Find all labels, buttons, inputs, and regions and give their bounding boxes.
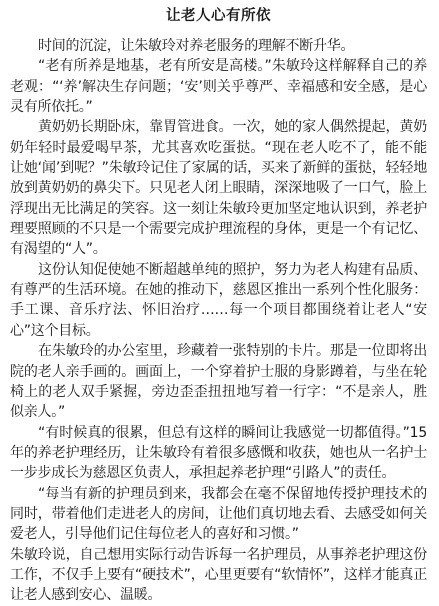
paragraph-5: 在朱敏玲的办公室里，珍藏着一张特别的卡片。那是一位即将出院的老人亲手画的。画面上，一个穿着护士服的身影蹲着，与坐在轮椅上的老人双手紧握，旁边歪歪扭扭地写着一行字：“不是亲人，胜似亲人。” [10,343,427,421]
paragraph-1: 时间的沉淀，让朱敏玲对养老服务的理解不断升华。 [38,38,355,54]
paragraph-2: “老有所养是地基，老有所安是高楼。”朱敏玲这样解释自己的养老观：“‘养’解决生存问题；‘安’则关乎尊严、幸福感和安全感，是心灵有所依托。” [10,58,427,116]
paragraph-7: “每当有新的护理员到来，我都会在毫不保留地传授护理技术的同时，带着他们走进老人的房间，让他们真切地去看、去感受如何关爱老人，引导他们记住每位老人的喜好和习惯。” [10,485,427,543]
article-title: 让老人心有所依 [166,8,271,24]
paragraph-8: 朱敏玲说，自己想用实际行动告诉每一名护理员，从事养老护理这份工作，不仅手上要有“硬技术”，心里更要有“软情怀”，这样才能真正让老人感到安心、温暖。 [10,546,427,604]
paragraph-3: 黄奶奶长期卧床，靠胃管进食。一次，她的家人偶然提起，黄奶奶年轻时最爱喝早茶，尤其喜欢吃蛋挞。“现在老人吃不了，能不能让她‘闻’到呢？”朱敏玲记住了家属的话，买来了新鲜的蛋挞，轻轻地放到黄奶奶的鼻尖下。只见老人闭上眼睛，深深地吸了一口气，脸上浮现出无比满足的笑容。这一刻让朱敏玲更加坚定地认识到，养老护理要照顾的不只是一个需要完成护理流程的身体，更是一个有记忆、有渴望的“人”。 [10,119,427,258]
paragraph-6: “有时候真的很累，但总有这样的瞬间让我感觉一切都值得。”15年的养老护理经历，让朱敏玲有着很多感慨和收获，她也从一名护士一步步成长为慈恩区负责人，承担起养老护理“引路人”的责任。 [10,424,427,482]
paragraph-4: 这份认知促使她不断超越单纯的照护，努力为老人构建有品质、有尊严的生活环境。在她的推动下，慈恩区推出一系列个性化服务：手工课、音乐疗法、怀旧治疗……每一个项目都围绕着让老人“安心”这个目标。 [10,261,427,339]
